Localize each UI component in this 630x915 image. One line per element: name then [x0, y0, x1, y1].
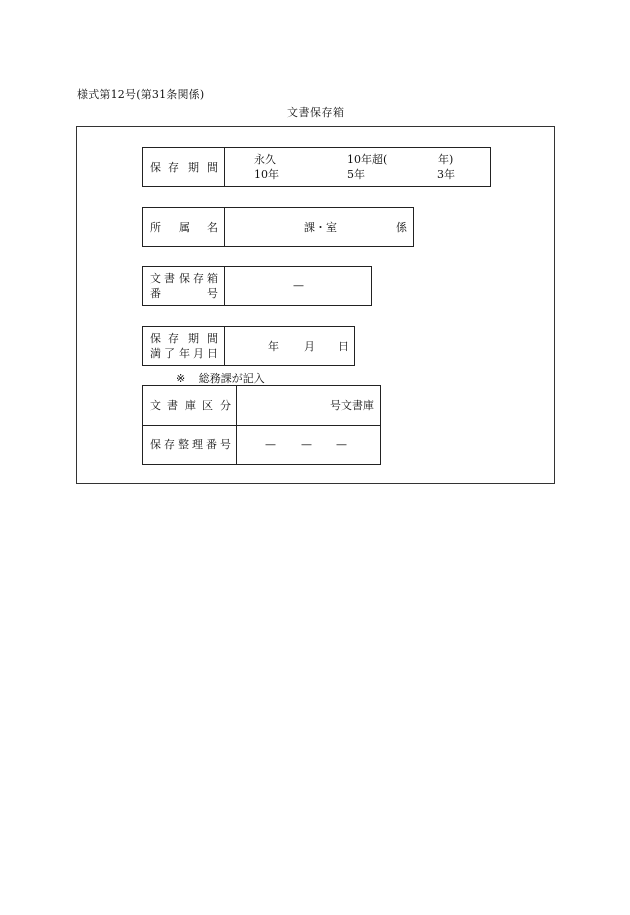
- expiry-date-field[interactable]: [225, 327, 354, 365]
- department-field[interactable]: [225, 208, 413, 246]
- option-permanent[interactable]: 永久: [254, 153, 276, 166]
- storage-category-field[interactable]: 号文書庫: [330, 399, 374, 412]
- storage-table: [142, 385, 381, 465]
- option-over-10-years-unit: 年): [438, 153, 454, 166]
- department-label: 所 属 名: [143, 208, 225, 246]
- box-number-dash: —: [293, 279, 304, 292]
- option-10-years[interactable]: 10年: [254, 168, 279, 181]
- retention-period-options: [225, 148, 490, 186]
- box-number-field[interactable]: [225, 267, 371, 305]
- storage-number-dash-1: —: [265, 438, 276, 451]
- storage-labels: 文 書 庫 区 分 保 存 整 理 番 号: [143, 386, 237, 464]
- box-number-label: 文 書 保 存 箱 番 号: [143, 267, 225, 305]
- note-text: 総務課が記入: [198, 372, 265, 385]
- retention-period-label: 保 存 期 間: [143, 148, 225, 186]
- expiry-date-label: 保 存 期 間 満 了 年 月 日: [143, 327, 225, 365]
- storage-number-dash-3: —: [336, 438, 347, 451]
- storage-values: [237, 386, 380, 464]
- month-unit: 月: [304, 340, 315, 353]
- option-3-years[interactable]: 3年: [437, 168, 455, 181]
- year-unit: 年: [268, 340, 279, 353]
- day-unit: 日: [338, 340, 349, 353]
- form-title: 文書保存箱: [287, 106, 345, 119]
- department-box: [142, 207, 414, 247]
- box-number-box: [142, 266, 372, 306]
- storage-number-dash-2: —: [301, 438, 312, 451]
- form-number: 様式第12号(第31条関係): [77, 88, 205, 101]
- division-suffix: 課・室: [304, 221, 337, 234]
- option-5-years[interactable]: 5年: [347, 168, 365, 181]
- expiry-date-box: [142, 326, 355, 366]
- option-over-10-years[interactable]: 10年超(: [347, 153, 388, 166]
- retention-period-box: [142, 147, 491, 187]
- note-mark: ※: [176, 372, 186, 385]
- admin-note: [176, 370, 265, 386]
- section-suffix: 係: [396, 221, 407, 234]
